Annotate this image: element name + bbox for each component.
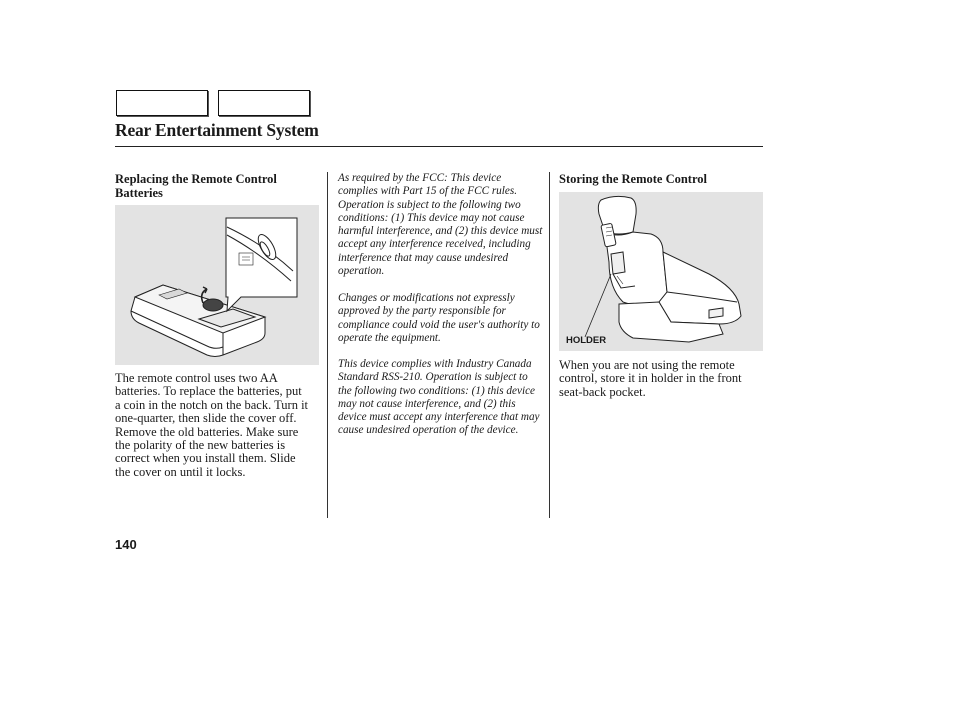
storing-section-heading: Storing the Remote Control bbox=[559, 172, 708, 186]
nav-button-index[interactable] bbox=[218, 90, 310, 116]
modifications-notice: Changes or modifications not expressly approved by the party responsible for compliance could void the user's authority to operate the equipment. bbox=[338, 292, 540, 344]
remote-battery-illustration bbox=[115, 205, 319, 365]
storing-instructions: When you are not using the remote control, store it in holder in the front seat-back pocket. bbox=[559, 358, 742, 399]
column-divider-left bbox=[327, 172, 328, 518]
page-number: 140 bbox=[115, 537, 137, 552]
nav-button-main-menu[interactable] bbox=[116, 90, 208, 116]
seat-back-drawing bbox=[559, 192, 763, 351]
fcc-notice: As required by the FCC: This device complies with Part 15 of the FCC rules. Operation is subject to the following two conditions: (1) This device may not cause harmful interference, and (2) this device must accept any interference received, including interference that may cause undesired operation. bbox=[338, 172, 543, 278]
column-divider-right bbox=[549, 172, 550, 518]
industry-canada-notice: This device complies with Industry Canada Standard RSS-210. Operation is subject to the following two conditions: (1) this device may not cause interference, and (2) this device must accept any interference that may cause undesired operation of the device. bbox=[338, 358, 540, 437]
page-title: Rear Entertainment System bbox=[115, 120, 319, 140]
title-rule bbox=[115, 146, 763, 147]
battery-section-heading: Replacing the Remote Control Batteries bbox=[115, 172, 277, 200]
seat-holder-illustration bbox=[559, 192, 763, 351]
battery-instructions: The remote control uses two AA batteries. To replace the batteries, put a coin in the notch on the back. Turn it one-quarter, then slide the cover off. Remove the old batteries. Make sure the polarity of the new batteries is correct when you install them. Slide the cover on until it locks. bbox=[115, 371, 309, 479]
holder-label: HOLDER bbox=[566, 335, 607, 346]
remote-control-drawing bbox=[115, 205, 319, 365]
